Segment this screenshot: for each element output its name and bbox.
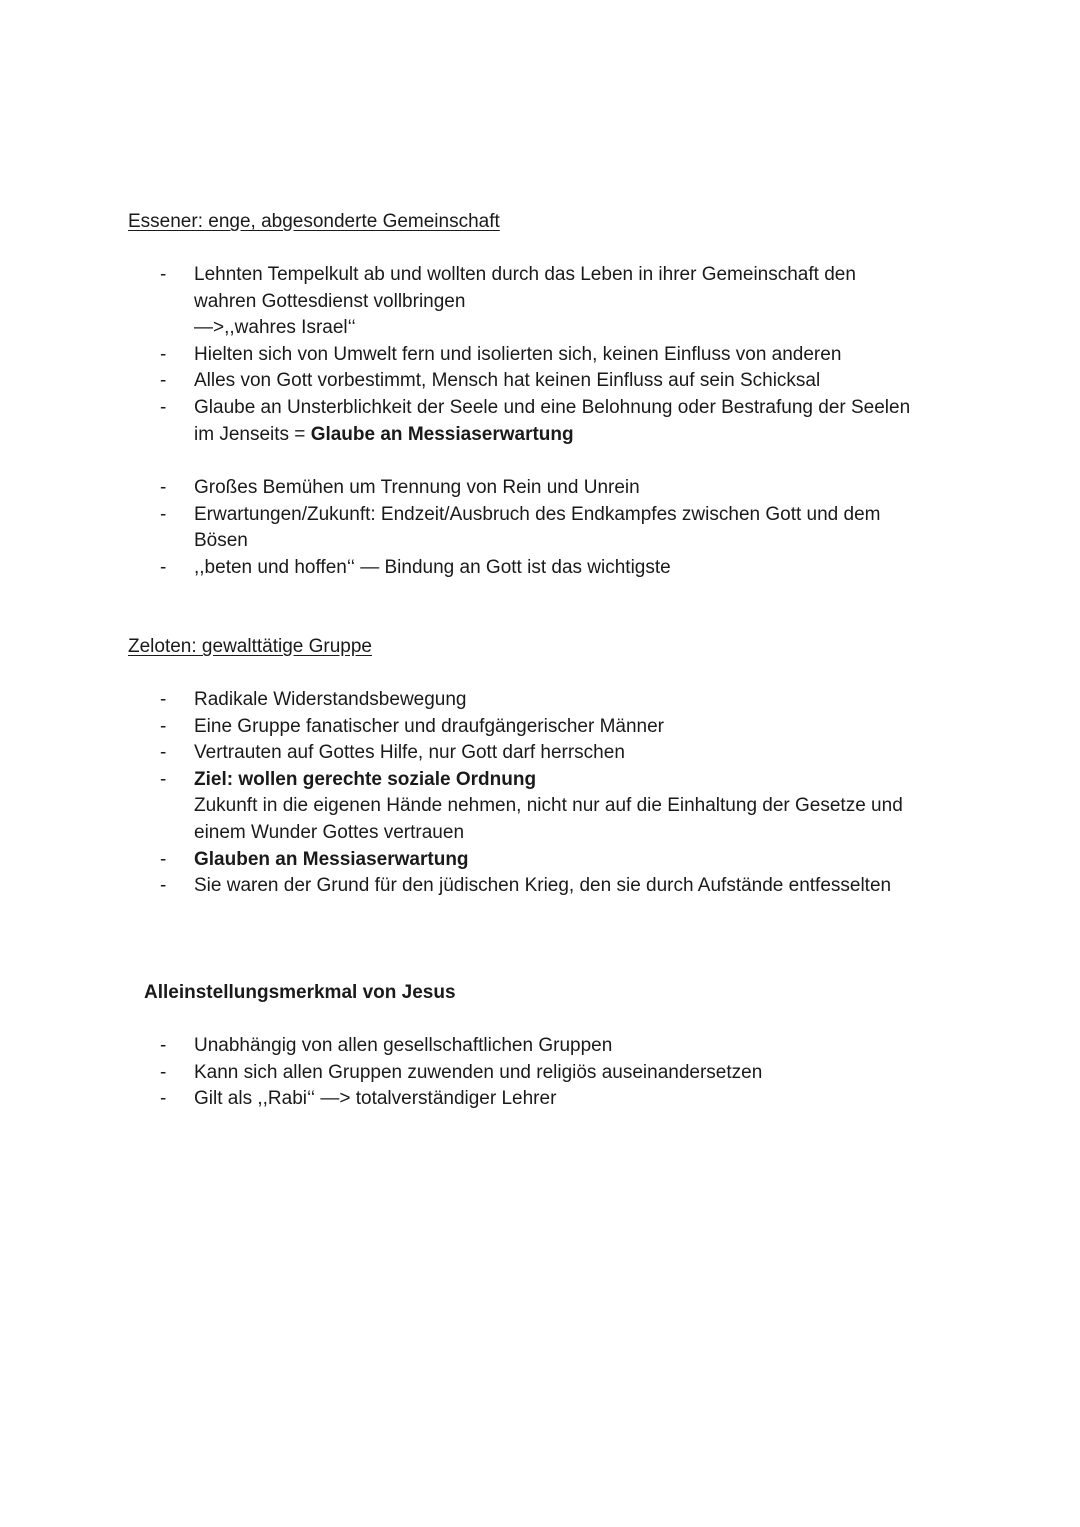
list-item	[0, 1086, 1080, 1113]
list-item	[0, 740, 1080, 767]
item-text: Erwartungen/Zukunft: Endzeit/Ausbruch des Endkampfes zwischen Gott und dem	[194, 503, 881, 525]
essener-list	[0, 262, 1080, 448]
list-item	[0, 767, 1080, 847]
list-item	[0, 395, 1080, 448]
bold-phrase: Ziel: wollen gerechte soziale Ordnung	[194, 768, 537, 790]
list-item	[0, 1060, 1080, 1087]
list-item	[0, 847, 1080, 874]
item-text: Sie waren der Grund für den jüdischen Krieg, den sie durch Aufstände entfesselten	[194, 875, 892, 897]
jesus-heading: Alleinstellungsmerkmal von Jesus	[144, 982, 456, 1003]
bullet-dash: -	[160, 264, 167, 285]
bullet-dash: -	[160, 556, 167, 578]
item-text: Kann sich allen Gruppen zuwenden und religiös auseinandersetzen	[194, 1061, 763, 1083]
bullet-dash: -	[160, 396, 167, 418]
essener-heading: Essener: enge, abgesonderte Gemeinschaft	[128, 211, 500, 232]
bullet-dash: -	[160, 1035, 167, 1056]
item-text: Großes Bemühen um Trennung von Rein und Unrein	[194, 477, 640, 498]
bullet-dash: -	[160, 768, 167, 790]
bullet-dash: -	[160, 689, 167, 710]
item-text: —>,,wahres Israel‘‘	[194, 317, 356, 339]
item-text: Glaube an Unsterblichkeit der Seele und eine Belohnung oder Bestrafung der Seelen	[194, 396, 911, 418]
bullet-dash: -	[160, 875, 167, 897]
item-text-mixed	[194, 422, 950, 449]
list-item	[0, 687, 1080, 714]
item-text: Lehnten Tempelkult ab und wollten durch das Leben in ihrer Gemeinschaft den	[194, 264, 856, 285]
item-text: Hielten sich von Umwelt fern und isolierten sich, keinen Einfluss von anderen	[194, 343, 842, 365]
jesus-list	[0, 1033, 1080, 1113]
item-text: einem Wunder Gottes vertrauen	[194, 821, 465, 843]
list-item	[0, 714, 1080, 741]
list-item	[0, 1033, 1080, 1060]
bullet-dash: -	[160, 477, 167, 498]
list-item	[0, 475, 1080, 502]
bullet-dash: -	[160, 1088, 167, 1110]
item-text: wahren Gottesdienst vollbringen	[194, 290, 466, 312]
bullet-dash: -	[160, 503, 167, 525]
bullet-dash: -	[160, 742, 167, 764]
list-item	[0, 368, 1080, 395]
item-text: ,,beten und hoffen‘‘ — Bindung an Gott ist das wichtigste	[194, 556, 671, 578]
zeloten-heading: Zeloten: gewalttätige Gruppe	[128, 636, 372, 657]
item-text: Vertrauten auf Gottes Hilfe, nur Gott darf herrschen	[194, 742, 625, 764]
bold-phrase: Glauben an Messiaserwartung	[194, 848, 469, 870]
item-text: im Jenseits =	[194, 423, 311, 445]
bullet-dash: -	[160, 370, 167, 392]
bullet-dash: -	[160, 848, 167, 870]
list-item	[0, 502, 1080, 555]
bullet-dash: -	[160, 343, 167, 365]
item-text: Alles von Gott vorbestimmt, Mensch hat keinen Einfluss auf sein Schicksal	[194, 370, 821, 392]
list-item	[0, 262, 1080, 342]
essener-list-2	[0, 475, 1080, 581]
item-text: Gilt als ,,Rabi‘‘ —> totalverständiger Lehrer	[194, 1088, 557, 1110]
zeloten-list	[0, 687, 1080, 900]
bold-phrase: Glaube an Messiaserwartung	[310, 423, 574, 445]
item-text: Radikale Widerstandsbewegung	[194, 689, 467, 710]
list-item	[0, 873, 1080, 900]
item-text: Zukunft in die eigenen Hände nehmen, nicht nur auf die Einhaltung der Gesetze und	[194, 795, 903, 817]
list-item	[0, 342, 1080, 369]
list-item	[0, 555, 1080, 582]
item-text: Eine Gruppe fanatischer und draufgängerischer Männer	[194, 715, 665, 737]
bullet-dash: -	[160, 715, 167, 737]
item-text: Bösen	[194, 530, 248, 552]
item-text: Unabhängig von allen gesellschaftlichen Gruppen	[194, 1035, 613, 1056]
bullet-dash: -	[160, 1061, 167, 1083]
